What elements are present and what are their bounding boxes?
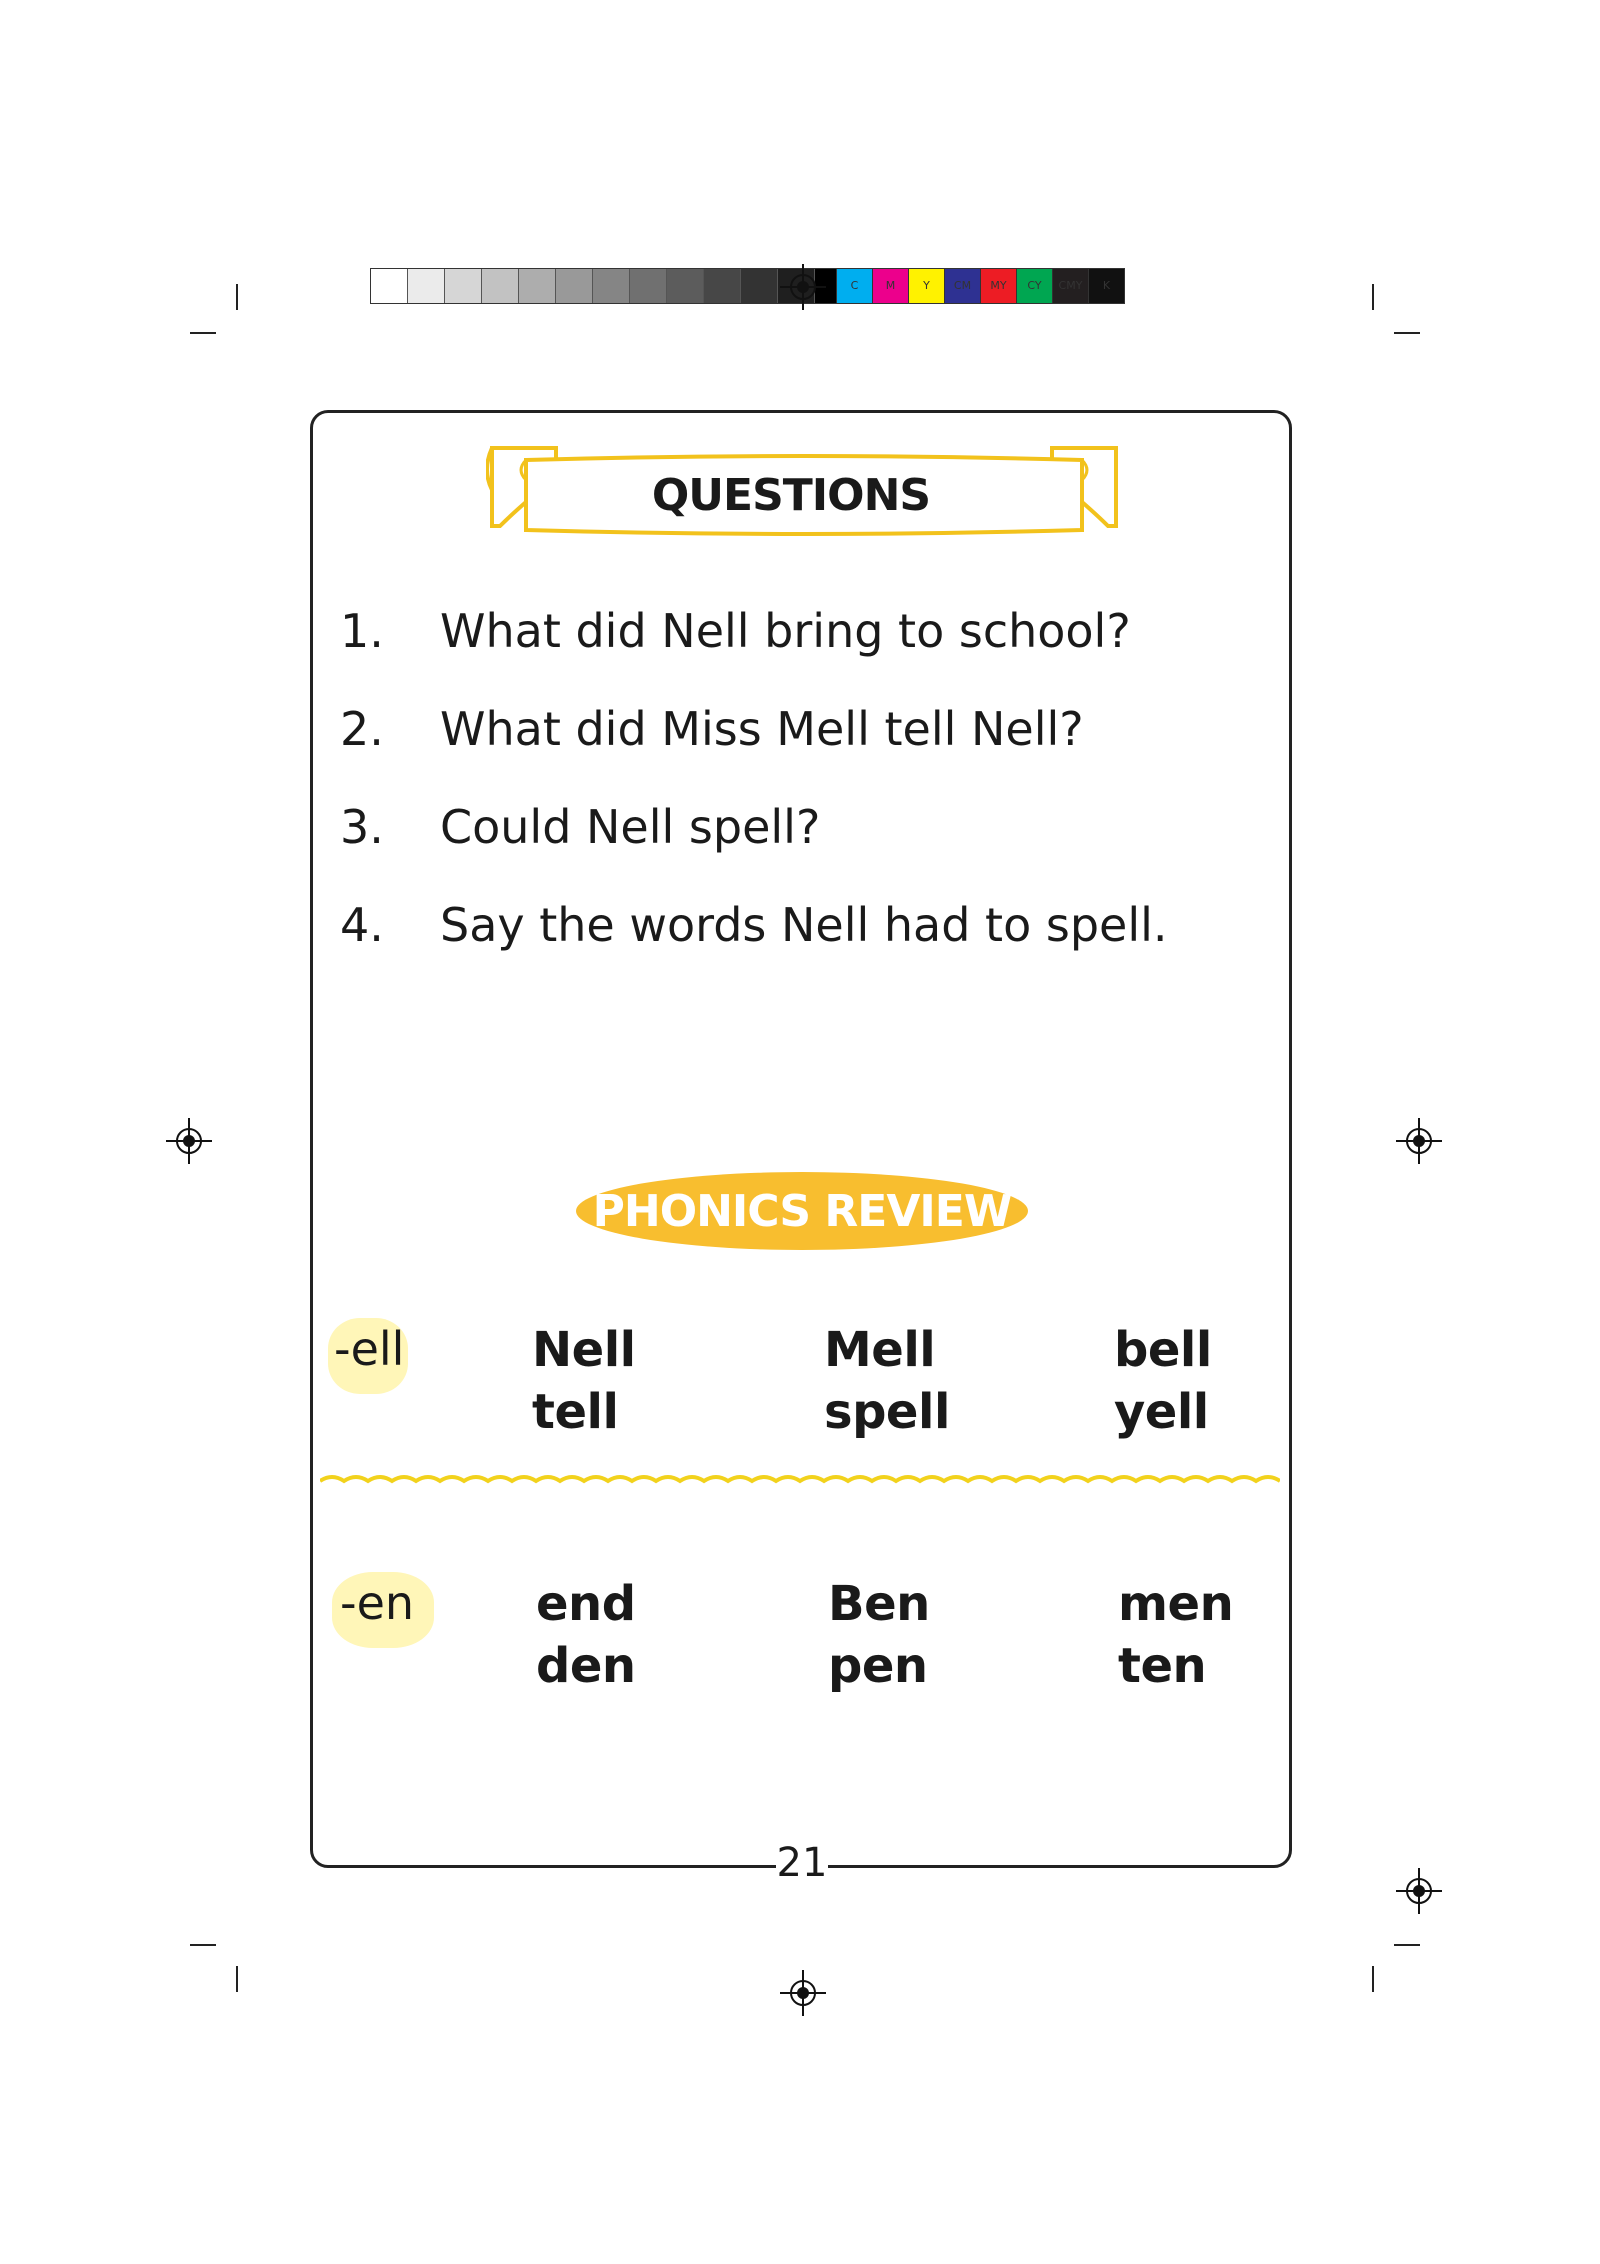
question-number: 2. [340,702,384,756]
word: tell [532,1384,619,1440]
page-number: 21 [776,1840,828,1886]
color-patch: MY [981,269,1017,303]
color-patch: K [1089,269,1124,303]
phonics-review-badge [576,1172,1028,1250]
question-item [340,800,820,854]
question-number: 3. [340,800,384,854]
question-text: What did Miss Mell tell Nell? [440,702,1084,756]
crop-mark [1372,284,1374,310]
word: bell [1114,1322,1212,1378]
gray-step [519,269,556,303]
crop-mark [1372,1966,1374,1992]
color-patch: CM [945,269,981,303]
crop-mark [236,284,238,310]
questions-title: QUESTIONS [651,470,931,521]
gray-step [445,269,482,303]
question-item [340,898,1168,952]
word: den [536,1638,636,1694]
color-patch: C [837,269,873,303]
gray-step [667,269,704,303]
registration-mark-icon [780,1970,826,2016]
gray-step [482,269,519,303]
family-label-ell: -ell [334,1322,405,1376]
color-calibration-bar [836,268,1125,304]
question-item [340,702,1084,756]
color-patch: Y [909,269,945,303]
crop-mark [190,1944,216,1946]
crop-mark [190,332,216,334]
gray-step [371,269,408,303]
phonics-review-title: PHONICS REVIEW [592,1185,1012,1237]
word: yell [1114,1384,1209,1440]
word: Nell [532,1322,636,1378]
registration-mark-icon [1396,1118,1442,1164]
word: Mell [824,1322,936,1378]
wavy-divider [320,1470,1280,1492]
gray-step [741,269,778,303]
gray-step [630,269,667,303]
gray-step [704,269,741,303]
question-number: 4. [340,898,384,952]
family-label-en: -en [340,1576,415,1630]
word: Ben [828,1576,930,1632]
question-text: Say the words Nell had to spell. [440,898,1168,952]
color-patch: M [873,269,909,303]
crop-mark [1394,1944,1420,1946]
gray-step [556,269,593,303]
crop-mark [236,1966,238,1992]
registration-mark-icon [166,1118,212,1164]
color-patch: CY [1017,269,1053,303]
word: pen [828,1638,928,1694]
gray-step [408,269,445,303]
registration-mark-icon [1396,1868,1442,1914]
gray-step [593,269,630,303]
question-text: Could Nell spell? [440,800,821,854]
word: men [1118,1576,1234,1632]
question-item [340,604,1131,658]
word: end [536,1576,636,1632]
word: ten [1118,1638,1207,1694]
registration-mark-icon [780,264,826,310]
word: spell [824,1384,950,1440]
color-patch: CMY [1053,269,1089,303]
crop-mark [1394,332,1420,334]
question-text: What did Nell bring to school? [440,604,1131,658]
question-number: 1. [340,604,384,658]
